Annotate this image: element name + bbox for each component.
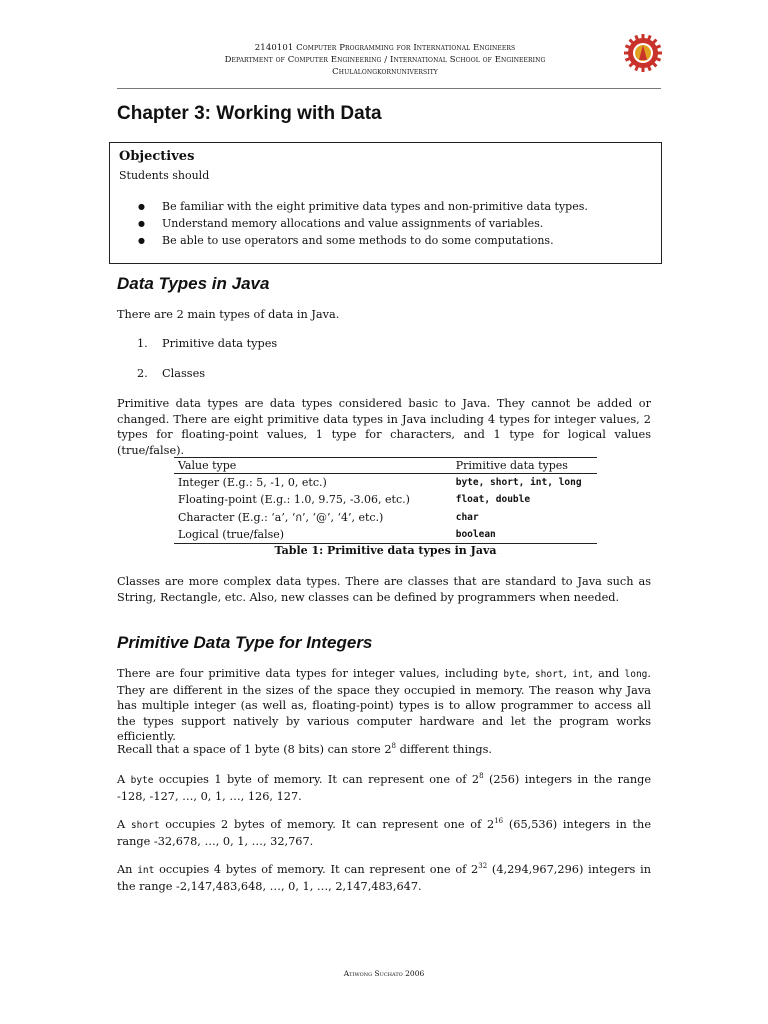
course-title: 2140101 Computer Programming for International Engineers [254,43,516,53]
list-item: 1. Primitive data types [137,337,278,350]
table-header-row [174,458,597,474]
classes-description: Classes are more complex data types. There are classes that are standard to Java such as String, Rectangle, etc. Also, new classes can be defined by programmers when needed. [117,575,651,604]
column-header: Primitive data types [432,458,597,474]
byte-recall-paragraph: Recall that a space of 1 byte (8 bits) can store $2^8$ different things. [117,742,492,756]
section-heading-integers: Primitive Data Type for Integers [117,633,373,652]
table-row: Character (E.g.: ‘a’, ‘ก’, ‘@’, ‘4’, etc.) char [178,511,479,524]
integers-paragraph: There are four primitive data types for integer values, including byte, short, int, and long. They are different in the sizes of the space they occupied in memory. The reason why Java has multiple integer (as well as, floating-point) types is to allow programmer to access all the types support natively by various computer hardware and let the program works efficiently. [117,667,651,743]
data-types-intro: There are 2 main types of data in Java. [117,308,340,321]
int-paragraph: An int occupies 4 bytes of memory. It can represent one of $2^{32}$ (4,294,967,296) integers in the range -2,147,483,648, …, 0, 1, …, 2,147,483,647. [117,862,651,893]
section-heading-data-types: Data Types in Java [117,274,270,293]
chapter-title: Chapter 3: Working with Data [117,103,382,124]
objectives-list [138,198,588,249]
page-footer: Atiwong Suchato 2006 [343,969,425,978]
table-row: Logical (true/false) boolean [174,526,597,544]
column-header: Value type [174,458,432,474]
table-row: Floating-point (E.g.: 1.0, 9.75, -3.06, etc.) float, double [178,493,531,506]
objective-item: ● Be able to use operators and some methods to do some computations. [138,232,588,249]
table-caption: Table 1: Primitive data types in Java [274,544,497,557]
primitive-description: Primitive data types are data types considered basic to Java. They cannot be added or changed. There are eight primitive data types in Java including 4 types for integer values, 2 types for floating-point values, 1 type for characters, and 1 type for logical values (true/false). [117,397,651,457]
objective-item: ● Be familiar with the eight primitive data types and non-primitive data types. [138,198,588,215]
primitive-types-table [174,457,597,544]
header-divider [117,88,661,89]
page-header [140,42,630,78]
short-paragraph: A short occupies 2 bytes of memory. It can represent one of $2^{16}$ (65,536) integers in the range -32,678, …, 0, 1, …, 32,767. [117,817,652,848]
table-row: Integer (E.g.: 5, -1, 0, etc.) byte, short, int, long [178,476,582,489]
list-item: 2. Classes [137,367,206,380]
byte-paragraph: A byte occupies 1 byte of memory. It can represent one of $2^8$ (256) integers in the range -128, -127, …, 0, 1, …, 126, 127. [117,772,652,803]
objectives-title: Objectives [119,149,195,164]
objectives-box [109,142,662,264]
university-seal-icon [623,33,663,73]
objectives-lead: Students should [119,169,210,182]
objective-item: ● Understand memory allocations and value assignments of variables. [138,215,588,232]
university-line: Chulalongkornuniversity [332,67,438,77]
department-line: Department of Computer Engineering / International School of Engineering [224,55,546,65]
